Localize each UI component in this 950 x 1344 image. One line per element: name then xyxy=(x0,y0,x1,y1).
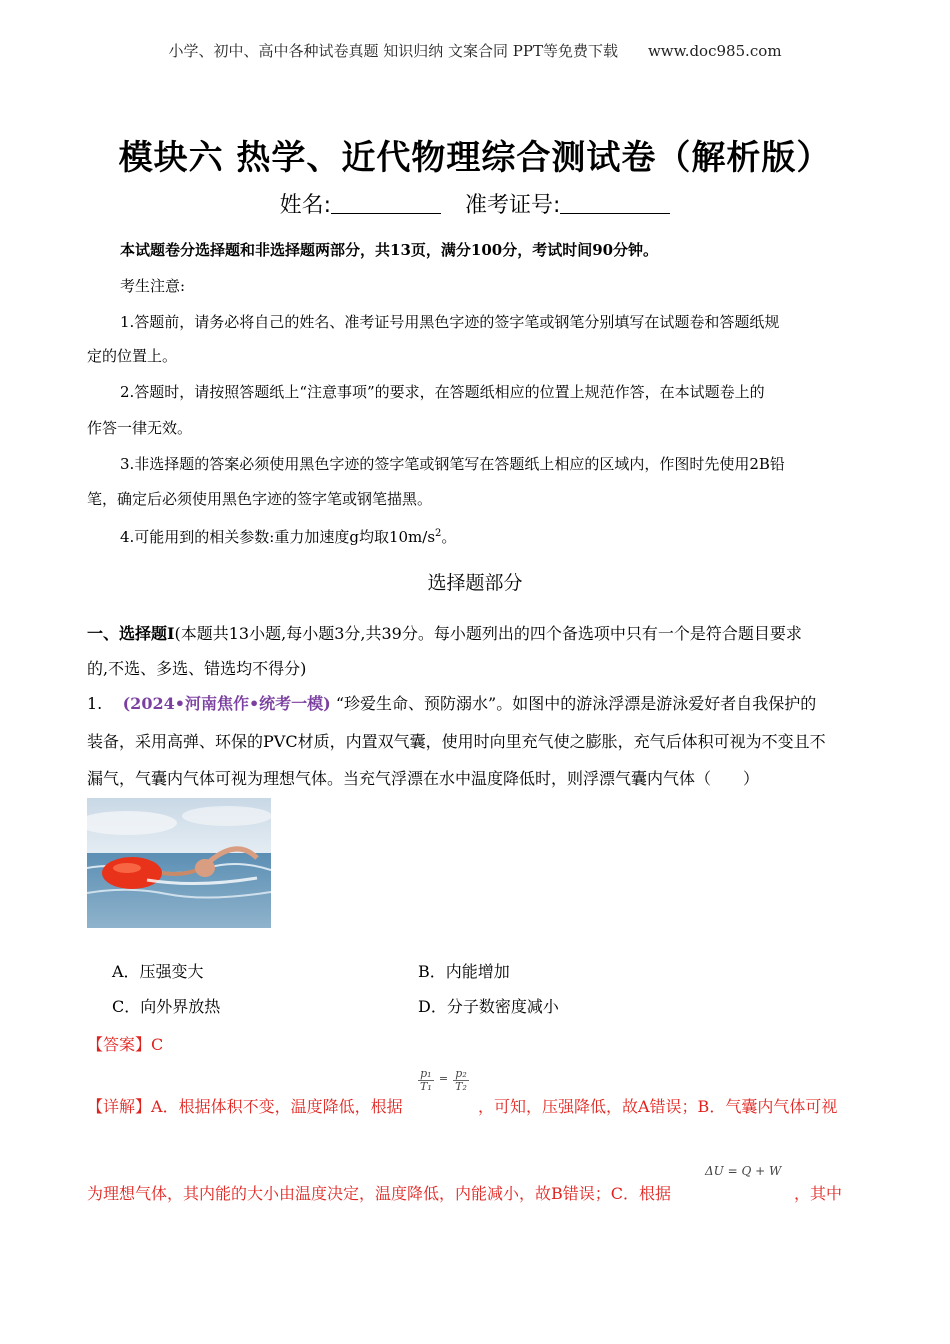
question-source: (2024•河南焦作•统考一模) xyxy=(122,694,331,713)
option-d[interactable]: D．分子数密度减小 xyxy=(418,997,559,1016)
formula-first-law: ΔU = Q + W xyxy=(705,1164,782,1178)
exam-id-label: 准考证号: xyxy=(465,193,561,218)
part1-heading xyxy=(87,624,802,644)
part1-desc: (本题共13小题,每小题3分,共39分。每小题列出的四个备选项中只有一个是符合题目要求 xyxy=(174,624,802,643)
header-url[interactable]: www.doc985.com xyxy=(647,42,782,60)
notice-1-line1: 1.答题前，请务必将自己的姓名、准考证号用黑色字迹的签字笔或钢笔分别填写在试题卷和答题纸规 xyxy=(120,313,780,331)
explanation-line2b: ，其中 xyxy=(794,1184,843,1203)
name-row xyxy=(0,188,950,219)
header-text: 小学、初中、高中各种试卷真题 知识归纳 文案合同 PPT等免费下载 xyxy=(168,42,618,60)
question-1-line1: 1. (2024•河南焦作•统考一模) “珍爱生命、预防溺水”。如图中的游泳浮漂是游泳爱好者自我保护的 xyxy=(87,694,817,713)
site-header xyxy=(0,40,950,61)
page-title: 模块六 热学、近代物理综合测试卷（解析版） xyxy=(118,138,832,178)
part1-desc-line2: 的,不选、多选、错选均不得分) xyxy=(87,659,307,678)
notice-2-line2: 作答一律无效。 xyxy=(87,419,193,437)
option-a[interactable]: A．压强变大 xyxy=(112,962,204,981)
question-number: 1. xyxy=(87,694,103,713)
notice-label: 考生注意: xyxy=(120,277,186,295)
part1-title: 一、选择题Ⅰ xyxy=(87,624,175,643)
name-blank xyxy=(331,193,441,214)
exam-id-blank xyxy=(560,193,670,214)
question-1-line2: 装备，采用高弹、环保的PVC材质，内置双气囊，使用时向里充气使之膨胀，充气后体积可视为不变且不 xyxy=(87,732,826,751)
explanation-label: 【详解】 xyxy=(87,1097,152,1116)
notice-3-line2: 笔，确定后必须使用黑色字迹的签字笔或钢笔描黑。 xyxy=(87,490,433,508)
notice-4: 4.可能用到的相关参数:重力加速度g均取$10m/s^2$。 xyxy=(120,528,457,546)
option-c[interactable]: C．向外界放热 xyxy=(112,997,221,1016)
notice-2-line1: 2.答题时，请按照答题纸上“注意事项”的要求，在答题纸相应的位置上规范作答，在本试题卷上的 xyxy=(120,383,765,401)
formula-pressure-temperature: $\frac{\text{p₁}}{\text{T₁}}$ = $\frac{\text{p₂}}{\text{T₂}}$ xyxy=(420,1067,467,1093)
option-b[interactable]: B．内能增加 xyxy=(418,962,510,981)
intro-summary: 本试题卷分选择题和非选择题两部分，共13页，满分100分，考试时间90分钟。 xyxy=(120,241,659,259)
explanation-line1a: 【详解】A．根据体积不变，温度降低，根据 xyxy=(87,1097,403,1116)
answer: 【答案】C xyxy=(87,1035,164,1054)
notice-3-line1: 3.非选择题的答案必须使用黑色字迹的签字笔或钢笔写在答题纸上相应的区域内，作图时先使用2B铅 xyxy=(120,455,785,473)
explanation-line1b: ，可知，压强降低，故A错误；B．气囊内气体可视 xyxy=(478,1097,838,1116)
name-label: 姓名: xyxy=(279,193,331,218)
section-title: 选择题部分 xyxy=(427,572,523,594)
swimmer-float-photo xyxy=(87,798,271,928)
question-1-line3: 漏气，气囊内气体可视为理想气体。当充气浮漂在水中温度降低时，则浮漂气囊内气体（ ） xyxy=(87,769,760,788)
explanation-line2a: 为理想气体，其内能的大小由温度决定，温度降低，内能减小，故B错误；C．根据 xyxy=(87,1184,672,1203)
notice-1-line2: 定的位置上。 xyxy=(87,347,178,365)
